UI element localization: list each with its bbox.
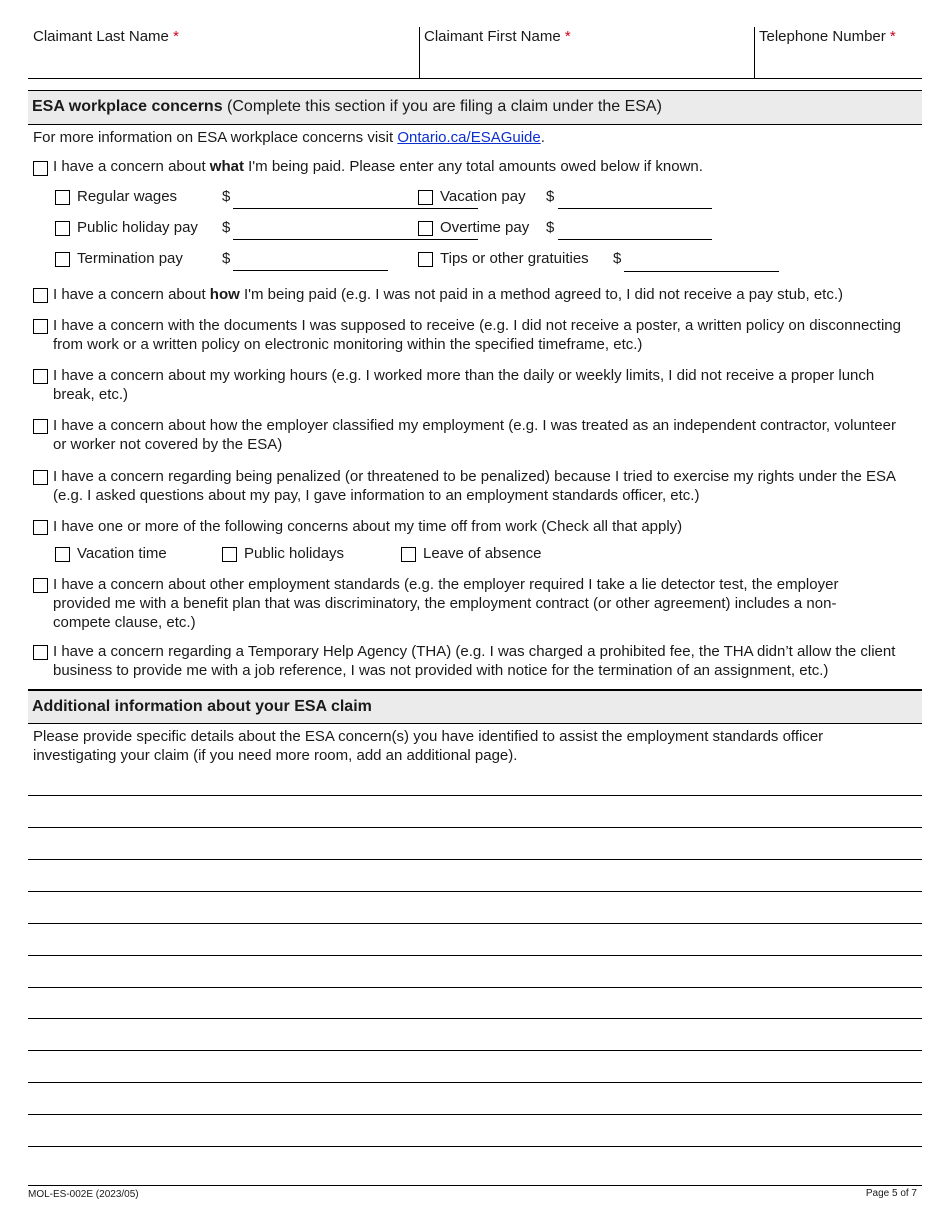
- writing-line: [28, 1082, 922, 1083]
- public-holiday-pay-amount-input[interactable]: [233, 239, 478, 240]
- vacation-pay-label: Vacation pay: [440, 188, 526, 205]
- concern-tha-label: I have a concern regarding a Temporary Help Agency (THA) (e.g. I was charged a prohibited fee, the THA didn’t allow the client business to provide me with a job reference, I was not provided with notice for the termination of an assignment, etc.): [53, 643, 896, 679]
- overtime-pay-amount-input[interactable]: [558, 239, 712, 240]
- concern-hours-checkbox[interactable]: [33, 369, 48, 384]
- leave-of-absence-checkbox[interactable]: [401, 547, 416, 562]
- currency-symbol: $: [613, 250, 622, 267]
- writing-line: [28, 987, 922, 988]
- writing-line: [28, 923, 922, 924]
- concern-how-checkbox[interactable]: [33, 288, 48, 303]
- concern-penalized-checkbox[interactable]: [33, 470, 48, 485]
- field-divider: [419, 27, 420, 78]
- claimant-first-name-label: Claimant First Name *: [424, 28, 571, 45]
- concern-hours-label: I have a concern about my working hours (e.g. I worked more than the daily or weekly limits, I did not receive a proper lunch break, etc.): [53, 367, 875, 403]
- public-holiday-pay-checkbox[interactable]: [55, 221, 70, 236]
- telephone-number-label: Telephone Number *: [759, 28, 896, 45]
- currency-symbol: $: [222, 219, 231, 236]
- vacation-time-checkbox[interactable]: [55, 547, 70, 562]
- writing-line: [28, 891, 922, 892]
- concern-time-off-label: I have one or more of the following concerns about my time off from work (Check all that apply): [53, 518, 683, 535]
- field-divider: [754, 27, 755, 78]
- concern-other-standards-label: I have a concern about other employment standards (e.g. the employer required I take a lie detector test, the employer provided me with a benefit plan that was discriminatory, the employment contract (or other agreement) includes a non-compete clause, etc.): [53, 576, 839, 631]
- field-row-bottom-border: [28, 78, 922, 79]
- regular-wages-checkbox[interactable]: [55, 190, 70, 205]
- concern-tha-checkbox[interactable]: [33, 645, 48, 660]
- public-holidays-label: Public holidays: [244, 545, 345, 562]
- telephone-number-input[interactable]: [755, 48, 922, 78]
- writing-line: [28, 1114, 922, 1115]
- esa-section-title: ESA workplace concerns (Complete this section if you are filing a claim under the ESA): [32, 98, 662, 115]
- additional-section-title: Additional information about your ESA claim: [32, 698, 372, 715]
- termination-pay-checkbox[interactable]: [55, 252, 70, 267]
- vacation-time-label: Vacation time: [77, 545, 167, 562]
- termination-pay-label: Termination pay: [77, 250, 183, 267]
- concern-time-off-checkbox[interactable]: [33, 520, 48, 535]
- currency-symbol: $: [546, 219, 555, 236]
- regular-wages-label: Regular wages: [77, 188, 178, 205]
- regular-wages-amount-input[interactable]: [233, 208, 478, 209]
- page-number: Page 5 of 7: [865, 1188, 917, 1199]
- claimant-first-name-input[interactable]: [420, 48, 753, 78]
- writing-line: [28, 1050, 922, 1051]
- claimant-last-name-label: Claimant Last Name *: [33, 28, 179, 45]
- public-holidays-checkbox[interactable]: [222, 547, 237, 562]
- vacation-pay-checkbox[interactable]: [418, 190, 433, 205]
- concern-documents-label: I have a concern with the documents I was supposed to receive (e.g. I did not receive a poster, a written policy on disconnecting from work or a written policy on electronic monitoring within the specified timeframe, etc.): [53, 317, 901, 353]
- tips-checkbox[interactable]: [418, 252, 433, 267]
- concern-classification-label: I have a concern about how the employer classified my employment (e.g. I was treated as an independent contractor, volunteer or worker not covered by the ESA): [53, 417, 896, 453]
- vacation-pay-amount-input[interactable]: [558, 208, 712, 209]
- form-number: MOL-ES-002E (2023/05): [28, 1189, 139, 1200]
- concern-documents-checkbox[interactable]: [33, 319, 48, 334]
- tips-label: Tips or other gratuities: [440, 250, 589, 267]
- footer-divider: [28, 1185, 922, 1186]
- currency-symbol: $: [222, 250, 231, 267]
- concern-classification-checkbox[interactable]: [33, 419, 48, 434]
- tips-amount-input[interactable]: [624, 271, 779, 272]
- additional-instructions: Please provide specific details about the ESA concern(s) you have identified to assist the employment standards officer investigating your claim (if you need more room, add an additional page).: [33, 728, 824, 764]
- writing-line: [28, 1146, 922, 1147]
- writing-line: [28, 795, 922, 796]
- concern-what-label: I have a concern about what I'm being paid. Please enter any total amounts owed below if known.: [53, 158, 703, 175]
- overtime-pay-checkbox[interactable]: [418, 221, 433, 236]
- writing-line: [28, 859, 922, 860]
- concern-how-label: I have a concern about how I'm being paid (e.g. I was not paid in a method agreed to, I did not receive a pay stub, etc.): [53, 286, 844, 303]
- currency-symbol: $: [222, 188, 231, 205]
- termination-pay-amount-input[interactable]: [233, 270, 388, 271]
- writing-line: [28, 955, 922, 956]
- currency-symbol: $: [546, 188, 555, 205]
- overtime-pay-label: Overtime pay: [440, 219, 530, 236]
- concern-penalized-label: I have a concern regarding being penalized (or threatened to be penalized) because I tried to exercise my rights under the ESA (e.g. I asked questions about my pay, I gave information to an employment standards officer, etc.): [53, 468, 896, 504]
- esa-guide-link[interactable]: Ontario.ca/ESAGuide: [397, 129, 541, 146]
- writing-line: [28, 827, 922, 828]
- esa-info-line: For more information on ESA workplace concerns visit Ontario.ca/ESAGuide.: [33, 129, 545, 146]
- concern-what-checkbox[interactable]: [33, 161, 48, 176]
- writing-line: [28, 1018, 922, 1019]
- leave-of-absence-label: Leave of absence: [423, 545, 542, 562]
- concern-other-standards-checkbox[interactable]: [33, 578, 48, 593]
- claimant-last-name-input[interactable]: [28, 48, 418, 78]
- public-holiday-pay-label: Public holiday pay: [77, 219, 198, 236]
- additional-details-textarea[interactable]: [28, 765, 922, 1148]
